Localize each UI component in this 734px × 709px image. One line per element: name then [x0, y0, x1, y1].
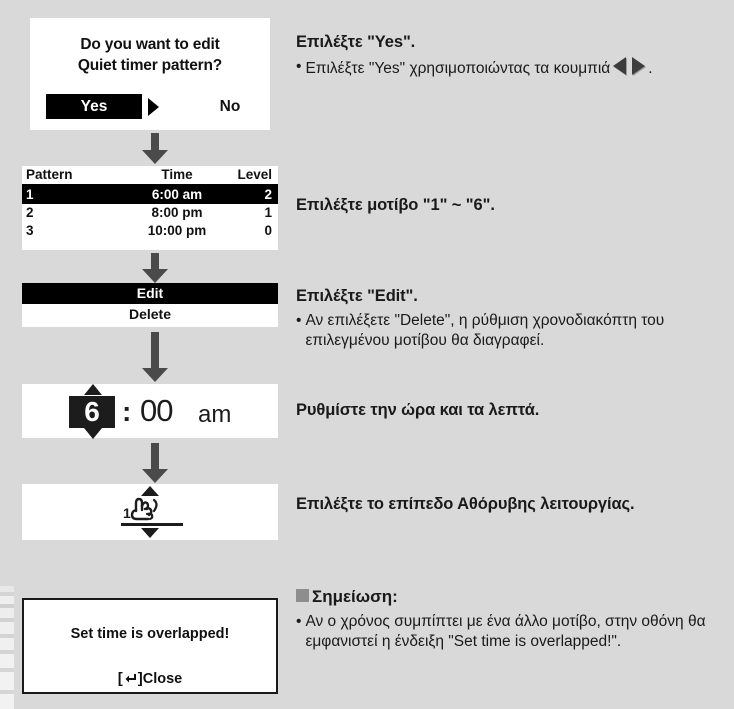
- pattern-table-panel: [22, 166, 278, 250]
- instruction-step-3: [296, 286, 726, 351]
- table-row[interactable]: [22, 222, 278, 240]
- instruction-step-6: [296, 586, 726, 652]
- note-headline: [296, 586, 726, 608]
- instruction-bullet-3: [296, 311, 726, 351]
- instruction-bullet-text-1a: Επιλέξτε "Yes" χρησιμοποιώντας τα κουμπιά: [305, 60, 611, 77]
- close-bracket-open: [: [117, 670, 123, 687]
- instruction-bullet-text-3: Αν επιλέξετε "Delete", η ρύθμιση χρονοδιακόπτη του επιλεγμένου μοτίβου θα διαγραφεί.: [305, 312, 665, 349]
- cell-level: 0: [264, 223, 272, 238]
- quiet-level-number: 1: [123, 505, 131, 521]
- cell-level: 2: [232, 185, 278, 204]
- overlap-dialog: [22, 598, 278, 694]
- flow-arrow-3: [142, 332, 168, 382]
- overlap-message: Set time is overlapped!: [70, 626, 230, 642]
- instruction-step-5: [296, 494, 726, 515]
- yes-button[interactable]: Yes: [46, 94, 142, 119]
- meridiem-value: am: [198, 401, 232, 428]
- arrow-left-icon: [613, 57, 626, 75]
- cell-time: 10:00 pm: [147, 223, 207, 238]
- menu-item-delete[interactable]: Delete: [128, 306, 172, 322]
- note-headline-text: Σημείωση:: [312, 587, 398, 606]
- column-header-time: Time: [161, 167, 193, 182]
- hour-increment-icon[interactable]: [84, 384, 102, 395]
- caret-right-icon: [148, 98, 159, 116]
- instruction-step-2: [296, 195, 726, 216]
- table-header-row: [22, 166, 278, 185]
- quiet-level-panel: [22, 484, 278, 540]
- flow-arrow-4: [142, 443, 168, 483]
- quiet-level-underline: [121, 523, 183, 526]
- bullet-dot-icon: •: [296, 58, 302, 75]
- instruction-headline-1: Επιλέξτε "Yes".: [296, 33, 416, 51]
- time-setting-panel: [22, 384, 278, 438]
- quiet-level-increment-icon[interactable]: [141, 486, 159, 496]
- edit-menu-panel: [22, 283, 278, 327]
- cell-level: 1: [264, 205, 272, 220]
- close-line[interactable]: [24, 670, 276, 687]
- no-button[interactable]: No: [219, 98, 241, 115]
- close-label: Close: [142, 670, 183, 687]
- time-row: [22, 384, 278, 438]
- menu-item-edit[interactable]: Edit: [22, 283, 278, 304]
- confirm-choice-row: [42, 94, 258, 120]
- instruction-step-4: [296, 400, 726, 421]
- minute-value[interactable]: 00: [140, 393, 173, 428]
- flow-arrow-1: [142, 133, 168, 164]
- return-arrow-icon: [123, 671, 138, 687]
- page-edge-artifact: [0, 0, 14, 709]
- table-row[interactable]: [22, 185, 278, 204]
- instruction-step-1: [296, 32, 726, 79]
- instruction-headline-2: Επιλέξτε μοτίβο "1" ~ "6".: [296, 196, 495, 214]
- cell-pattern: 1: [22, 185, 122, 204]
- confirm-question-line1: Do you want to edit: [80, 36, 220, 53]
- hour-decrement-icon[interactable]: [84, 428, 102, 439]
- confirm-dialog: [30, 18, 270, 130]
- quiet-level-decrement-icon[interactable]: [141, 528, 159, 538]
- instruction-headline-3: Επιλέξτε "Edit".: [296, 287, 418, 305]
- cell-time: 6:00 am: [122, 185, 232, 204]
- cell-time: 8:00 pm: [151, 205, 203, 220]
- instruction-headline-4: Ρυθμίστε την ώρα και τα λεπτά.: [296, 401, 540, 419]
- close-bracket-close: ]: [137, 670, 143, 687]
- table-row[interactable]: [22, 204, 278, 222]
- confirm-question-line2: Quiet timer pattern?: [77, 57, 223, 74]
- instruction-bullet-text-6: Αν ο χρόνος συμπίπτει με ένα άλλο μοτίβο, στην οθόνη θα εμφανιστεί η ένδειξη "Set time is overlapped!".: [305, 613, 706, 650]
- bullet-dot-icon: •: [296, 613, 302, 630]
- instruction-bullet-text-1b: .: [648, 60, 653, 77]
- cell-pattern: 2: [26, 205, 34, 220]
- pattern-table: [22, 166, 278, 240]
- hour-value[interactable]: 6: [69, 396, 115, 428]
- instruction-headline-5: Επιλέξτε το επίπεδο Αθόρυβης λειτουργίας.: [296, 495, 635, 513]
- instruction-bullet-1: [296, 57, 726, 79]
- quiet-mode-icon: [123, 497, 183, 521]
- arrow-right-icon: [632, 57, 645, 75]
- bullet-dot-icon: •: [296, 312, 302, 329]
- cell-pattern: 3: [26, 223, 34, 238]
- flow-arrow-2: [142, 253, 168, 283]
- instruction-bullet-6: [296, 612, 726, 652]
- time-separator: :: [122, 396, 132, 427]
- quiet-level-row: [22, 484, 278, 540]
- note-square-icon: [296, 589, 309, 602]
- column-header-level: Level: [237, 167, 272, 182]
- column-header-pattern: Pattern: [26, 167, 73, 182]
